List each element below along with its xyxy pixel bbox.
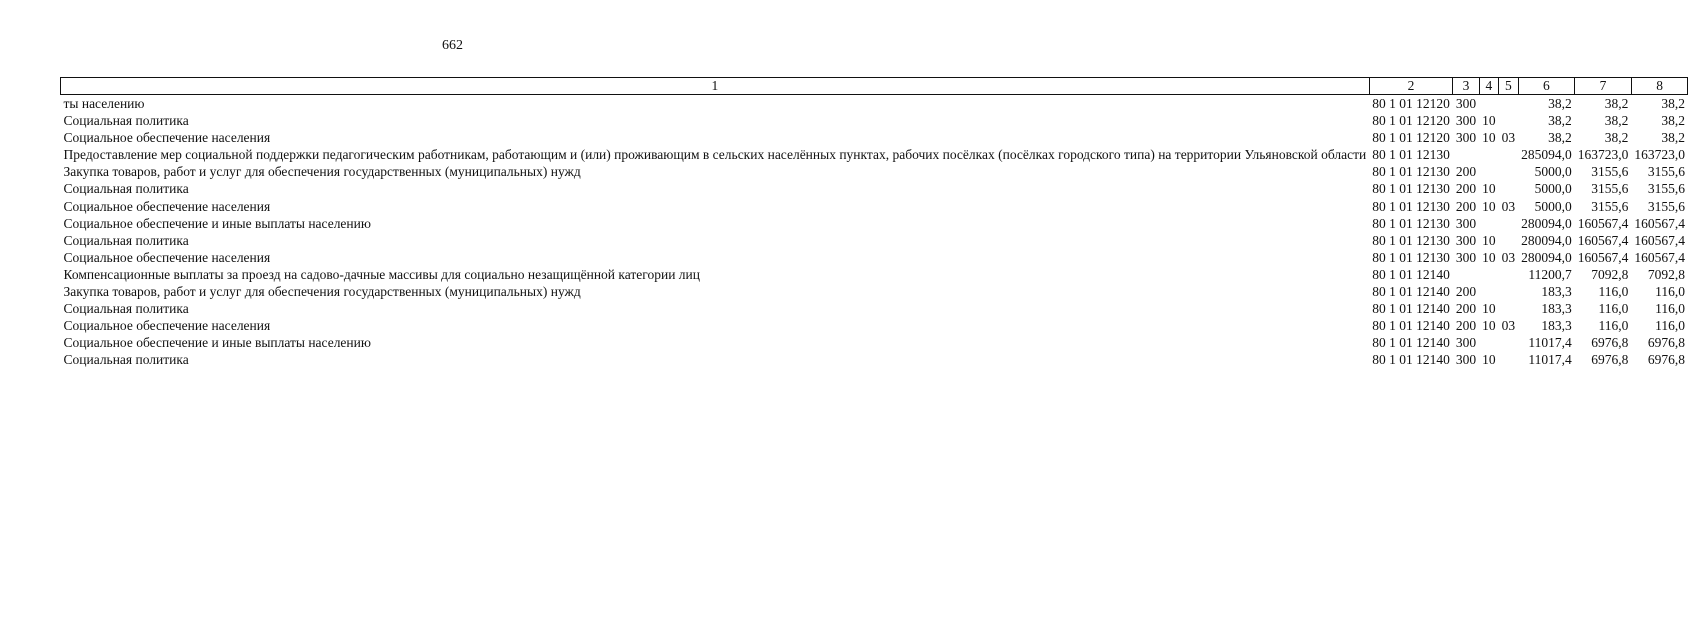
column-header: 4 <box>1479 78 1499 95</box>
row-name-cell: Предоставление мер социальной поддержки педагогическим работникам, работающим и (или) проживающим в сельских населённых пунктах, рабочих посёлках (посёлках городского типа) на территории Ульяновской области <box>63 147 1367 163</box>
page-number: 662 <box>442 38 463 53</box>
value-col7-cell: 3155,6 <box>1591 181 1629 197</box>
row-name-cell: Социальная политика <box>63 232 189 248</box>
row-name-cell: Социальная политика <box>63 181 189 197</box>
expense-type-cell: 300 <box>1455 232 1477 248</box>
expense-type-cell: 300 <box>1455 335 1477 351</box>
section-cell: 10 <box>1482 232 1496 248</box>
value-col7-cell: 7092,8 <box>1591 266 1629 282</box>
column-header: 1 <box>61 78 1370 95</box>
value-col8-cell: 38,2 <box>1661 96 1685 111</box>
value-col6-cell: 285094,0 <box>1521 147 1572 163</box>
expense-type-cell: 300 <box>1455 130 1477 146</box>
expense-type-cell: 200 <box>1455 284 1477 300</box>
value-col6-cell: 183,3 <box>1541 284 1572 300</box>
subsection-cell <box>1499 163 1519 180</box>
section-cell <box>1479 283 1499 300</box>
expense-type-cell <box>1453 146 1479 163</box>
section-cell <box>1479 146 1499 163</box>
value-col7-cell: 160567,4 <box>1577 249 1629 265</box>
value-col8-cell: 163723,0 <box>1634 147 1685 163</box>
column-header: 3 <box>1453 78 1479 95</box>
row-name-cell: Социальное обеспечение населения <box>63 249 271 265</box>
subsection-cell <box>1499 232 1519 249</box>
csr-code-cell: 80 1 01 12130 <box>1372 147 1450 163</box>
value-col6-cell: 5000,0 <box>1534 164 1572 180</box>
subsection-cell <box>1499 95 1519 113</box>
value-col8-cell: 38,2 <box>1661 130 1685 146</box>
table-row <box>61 283 1688 300</box>
table-row <box>61 129 1688 146</box>
column-header: 5 <box>1499 78 1519 95</box>
column-header: 2 <box>1369 78 1453 95</box>
column-header: 7 <box>1575 78 1632 95</box>
csr-code-cell: 80 1 01 12130 <box>1372 198 1450 214</box>
row-name-cell: ты населению <box>63 96 145 111</box>
table-row <box>61 198 1688 215</box>
row-name-cell: Социальная политика <box>63 113 189 129</box>
csr-code-cell: 80 1 01 12140 <box>1372 352 1450 368</box>
value-col7-cell: 3155,6 <box>1591 198 1629 214</box>
section-cell <box>1479 215 1499 232</box>
csr-code-cell: 80 1 01 12140 <box>1372 266 1450 282</box>
subsection-cell: 03 <box>1501 198 1516 214</box>
section-cell: 10 <box>1482 181 1496 197</box>
section-cell: 10 <box>1482 301 1496 317</box>
subsection-cell: 03 <box>1501 318 1516 334</box>
table-row <box>61 95 1688 113</box>
value-col8-cell: 160567,4 <box>1634 249 1685 265</box>
value-col6-cell: 5000,0 <box>1534 198 1572 214</box>
value-col8-cell: 3155,6 <box>1647 181 1685 197</box>
expense-type-cell: 200 <box>1455 301 1477 317</box>
csr-code-cell: 80 1 01 12140 <box>1372 335 1450 351</box>
subsection-cell: 03 <box>1501 130 1516 146</box>
expense-type-cell: 200 <box>1455 164 1477 180</box>
row-name-cell: Социальное обеспечение населения <box>63 130 271 146</box>
csr-code-cell: 80 1 01 12140 <box>1372 284 1450 300</box>
subsection-cell: 03 <box>1501 249 1516 265</box>
section-cell: 10 <box>1482 352 1496 368</box>
section-cell: 10 <box>1482 130 1496 146</box>
csr-code-cell: 80 1 01 12130 <box>1372 215 1450 231</box>
subsection-cell <box>1499 146 1519 163</box>
value-col7-cell: 116,0 <box>1598 301 1629 317</box>
value-col6-cell: 11200,7 <box>1528 266 1572 282</box>
table-row <box>61 163 1688 180</box>
value-col6-cell: 280094,0 <box>1521 249 1572 265</box>
table-row <box>61 112 1688 129</box>
value-col7-cell: 6976,8 <box>1591 352 1629 368</box>
value-col6-cell: 38,2 <box>1548 113 1572 129</box>
value-col8-cell: 3155,6 <box>1647 198 1685 214</box>
table-body <box>61 95 1688 369</box>
section-cell: 10 <box>1482 249 1496 265</box>
table-row <box>61 249 1688 266</box>
value-col6-cell: 280094,0 <box>1521 215 1572 231</box>
value-col8-cell: 7092,8 <box>1647 266 1685 282</box>
value-col8-cell: 6976,8 <box>1647 352 1685 368</box>
table-row <box>61 232 1688 249</box>
subsection-cell <box>1499 334 1519 351</box>
row-name-cell: Социальное обеспечение и иные выплаты населению <box>63 335 371 351</box>
value-col8-cell: 6976,8 <box>1647 335 1685 351</box>
subsection-cell <box>1499 215 1519 232</box>
value-col6-cell: 183,3 <box>1541 301 1572 317</box>
csr-code-cell: 80 1 01 12140 <box>1372 301 1450 317</box>
expense-type-cell: 300 <box>1455 215 1477 231</box>
expense-type-cell: 300 <box>1455 249 1477 265</box>
value-col7-cell: 38,2 <box>1604 96 1629 111</box>
value-col8-cell: 116,0 <box>1655 318 1685 334</box>
row-name-cell: Социальная политика <box>63 301 189 317</box>
row-name-cell: Социальная политика <box>63 352 189 368</box>
expense-type-cell: 200 <box>1455 181 1477 197</box>
subsection-cell <box>1499 180 1519 197</box>
expense-type-cell: 200 <box>1455 198 1477 214</box>
subsection-cell <box>1499 283 1519 300</box>
row-name-cell: Компенсационные выплаты за проезд на садово-дачные массивы для социально незащищённой категории лиц <box>63 266 700 282</box>
table-row <box>61 334 1688 351</box>
table-row <box>61 266 1688 283</box>
value-col7-cell: 6976,8 <box>1591 335 1629 351</box>
csr-code-cell: 80 1 01 12120 <box>1372 96 1450 111</box>
column-header: 6 <box>1518 78 1575 95</box>
section-cell <box>1479 163 1499 180</box>
table-row <box>61 317 1688 334</box>
value-col7-cell: 38,2 <box>1604 113 1629 129</box>
csr-code-cell: 80 1 01 12130 <box>1372 232 1450 248</box>
table-row <box>61 180 1688 197</box>
subsection-cell <box>1499 112 1519 129</box>
value-col7-cell: 116,0 <box>1598 318 1629 334</box>
row-name-cell: Социальное обеспечение населения <box>63 198 271 214</box>
table-row <box>61 215 1688 232</box>
subsection-cell <box>1499 266 1519 283</box>
value-col6-cell: 183,3 <box>1541 318 1572 334</box>
value-col6-cell: 11017,4 <box>1528 335 1572 351</box>
subsection-cell <box>1499 351 1519 368</box>
subsection-cell <box>1499 300 1519 317</box>
value-col7-cell: 38,2 <box>1604 130 1629 146</box>
row-name-cell: Социальное обеспечение и иные выплаты населению <box>63 215 371 231</box>
csr-code-cell: 80 1 01 12120 <box>1372 113 1450 129</box>
value-col8-cell: 160567,4 <box>1634 215 1685 231</box>
value-col8-cell: 160567,4 <box>1634 232 1685 248</box>
section-cell: 10 <box>1482 318 1496 334</box>
table-row <box>61 300 1688 317</box>
value-col7-cell: 3155,6 <box>1591 164 1629 180</box>
section-cell: 10 <box>1482 113 1496 129</box>
value-col6-cell: 38,2 <box>1548 96 1572 111</box>
section-cell <box>1479 334 1499 351</box>
value-col6-cell: 5000,0 <box>1534 181 1572 197</box>
csr-code-cell: 80 1 01 12120 <box>1372 130 1450 146</box>
expense-type-cell: 300 <box>1455 352 1477 368</box>
csr-code-cell: 80 1 01 12140 <box>1372 318 1450 334</box>
value-col7-cell: 160567,4 <box>1577 215 1629 231</box>
row-name-cell: Закупка товаров, работ и услуг для обеспечения государственных (муниципальных) нужд <box>63 164 581 180</box>
csr-code-cell: 80 1 01 12130 <box>1372 181 1450 197</box>
expense-type-cell: 300 <box>1455 113 1477 129</box>
csr-code-cell: 80 1 01 12130 <box>1372 249 1450 265</box>
value-col6-cell: 280094,0 <box>1521 232 1572 248</box>
value-col8-cell: 116,0 <box>1655 301 1685 317</box>
expense-type-cell <box>1453 266 1479 283</box>
budget-table <box>60 77 1688 369</box>
expense-type-cell: 300 <box>1455 96 1477 111</box>
row-name-cell: Социальное обеспечение населения <box>63 318 271 334</box>
table-header-row <box>61 78 1688 95</box>
value-col8-cell: 38,2 <box>1661 113 1685 129</box>
csr-code-cell: 80 1 01 12130 <box>1372 164 1450 180</box>
expense-type-cell: 200 <box>1455 318 1477 334</box>
table-row <box>61 351 1688 368</box>
row-name-cell: Закупка товаров, работ и услуг для обеспечения государственных (муниципальных) нужд <box>63 284 581 300</box>
section-cell: 10 <box>1482 198 1496 214</box>
section-cell <box>1479 266 1499 283</box>
value-col8-cell: 3155,6 <box>1647 164 1685 180</box>
value-col6-cell: 38,2 <box>1548 130 1572 146</box>
value-col7-cell: 116,0 <box>1598 284 1629 300</box>
value-col8-cell: 116,0 <box>1655 284 1685 300</box>
value-col7-cell: 163723,0 <box>1577 147 1629 163</box>
value-col6-cell: 11017,4 <box>1528 352 1572 368</box>
section-cell <box>1479 95 1499 113</box>
column-header: 8 <box>1631 78 1688 95</box>
table-row <box>61 146 1688 163</box>
value-col7-cell: 160567,4 <box>1577 232 1629 248</box>
